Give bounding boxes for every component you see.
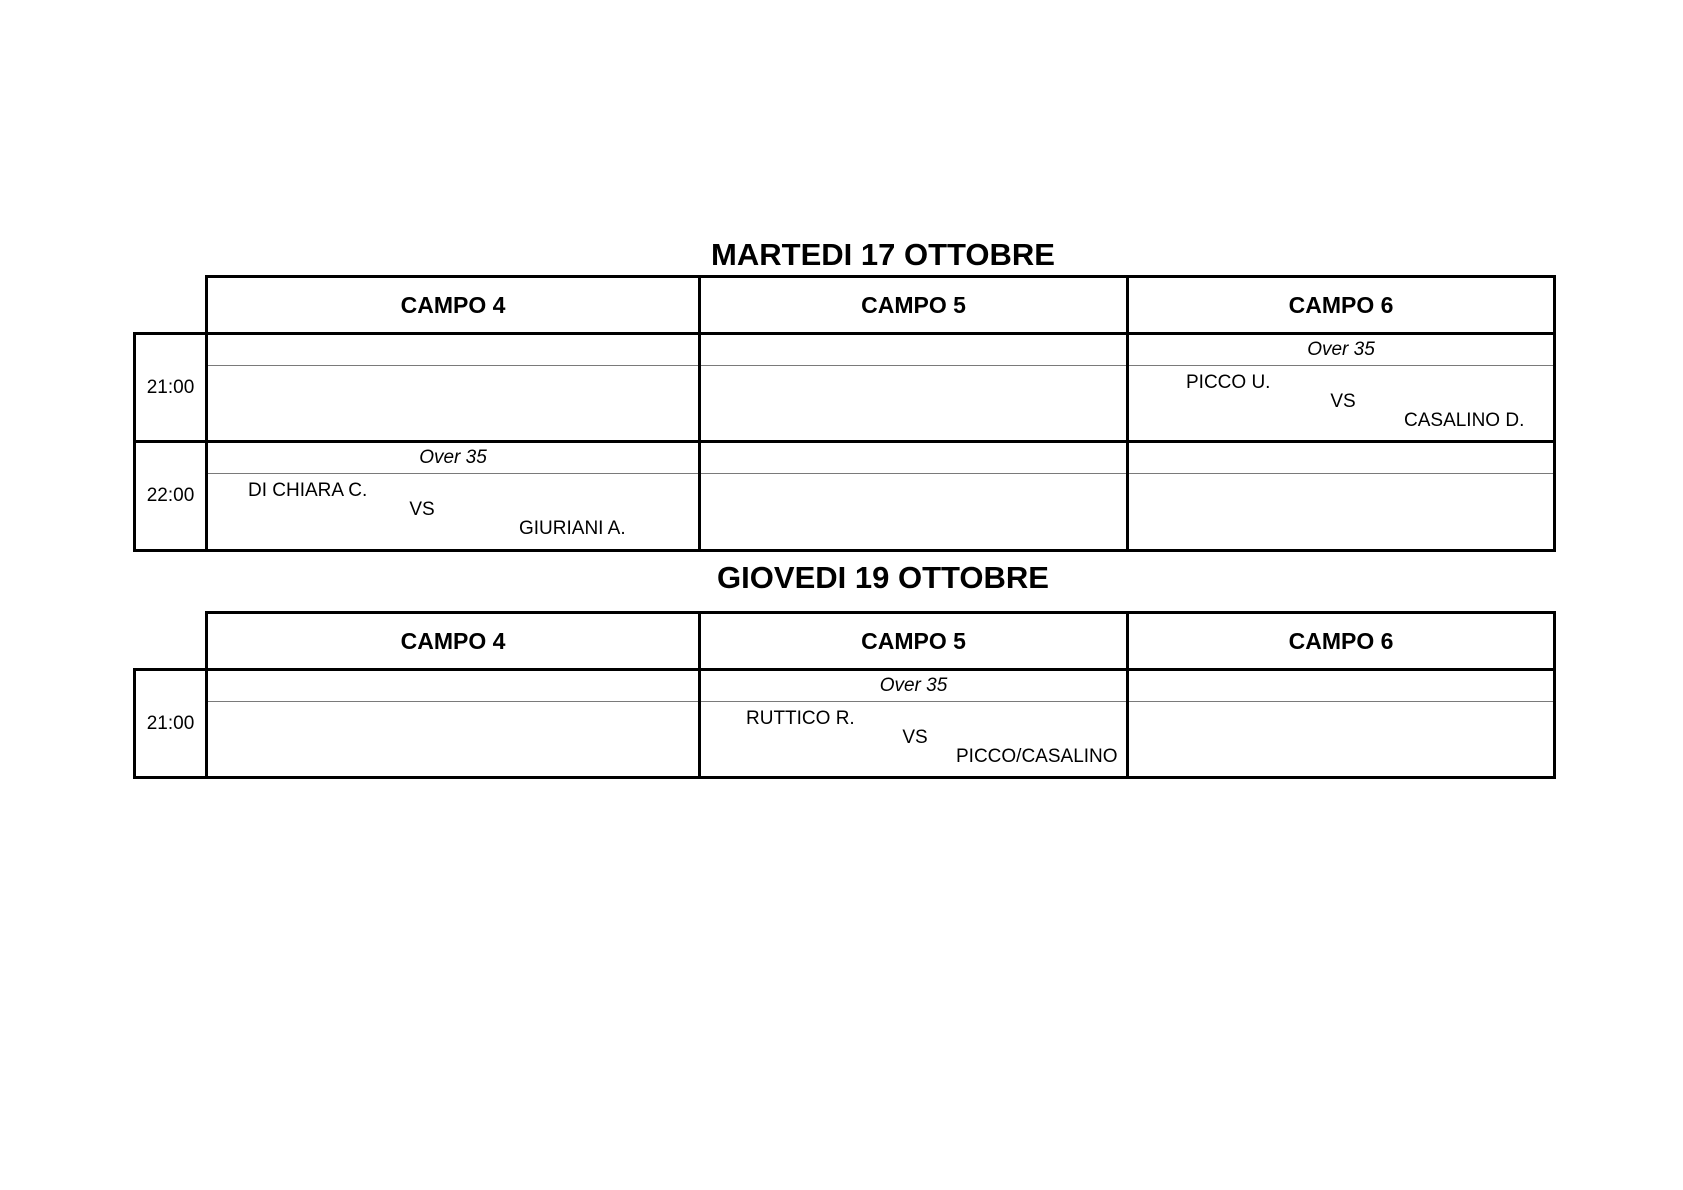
time-slot-row: [136, 671, 1553, 776]
court-header: CAMPO 4: [208, 278, 701, 332]
match-area: [1129, 474, 1553, 549]
schedule-table: [133, 668, 1556, 779]
court-cell: [1129, 671, 1553, 776]
court-header-row: [205, 611, 1556, 671]
court-header: CAMPO 5: [701, 278, 1129, 332]
category-label: [208, 335, 698, 366]
court-cell: [1129, 335, 1553, 440]
match-area: [701, 366, 1126, 440]
court-header: CAMPO 6: [1288, 291, 1394, 318]
court-cell: [701, 443, 1129, 549]
category-label: Over 35: [701, 671, 1126, 702]
time-slot-row: [136, 443, 1553, 549]
match-area: [701, 474, 1126, 549]
court-header-row: [205, 275, 1556, 335]
category-label: [701, 443, 1126, 474]
category-label: [1129, 671, 1553, 702]
schedule-table: [133, 332, 1556, 552]
court-cell: [1129, 443, 1553, 549]
category-label: Over 35: [1129, 335, 1553, 366]
day-title: GIOVEDI 19 OTTOBRE: [717, 560, 1049, 595]
court-cell: [208, 335, 701, 440]
time-label: 22:00: [136, 443, 208, 549]
player-home: PICCO U.: [1186, 372, 1271, 393]
match-area: [208, 474, 698, 549]
versus-label: VS: [409, 499, 435, 520]
match-area: [1129, 366, 1553, 440]
court-cell: [208, 443, 701, 549]
category-label: [701, 335, 1126, 366]
versus-label: VS: [1330, 391, 1356, 412]
versus-label: VS: [902, 727, 928, 748]
match-area: [208, 366, 698, 440]
time-label: 21:00: [136, 335, 208, 440]
time-slot-row: [136, 335, 1553, 443]
court-cell: [701, 335, 1129, 440]
court-cell: [208, 671, 701, 776]
time-label: 21:00: [136, 671, 208, 776]
court-header: CAMPO 5: [701, 614, 1129, 668]
match-area: [1129, 702, 1553, 776]
court-header: CAMPO 6: [1288, 627, 1394, 654]
category-label: Over 35: [208, 443, 698, 474]
player-away: GIURIANI A.: [519, 518, 626, 539]
court-cell: [701, 671, 1129, 776]
match-area: [701, 702, 1126, 776]
category-label: [208, 671, 698, 702]
player-away: CASALINO D.: [1404, 410, 1525, 431]
court-header: CAMPO 4: [208, 614, 701, 668]
player-home: DI CHIARA C.: [248, 480, 368, 501]
player-home: RUTTICO R.: [746, 708, 855, 729]
match-area: [208, 702, 698, 776]
player-away: PICCO/CASALINO: [956, 746, 1118, 767]
category-label: [1129, 443, 1553, 474]
day-title: MARTEDI 17 OTTOBRE: [711, 237, 1055, 272]
